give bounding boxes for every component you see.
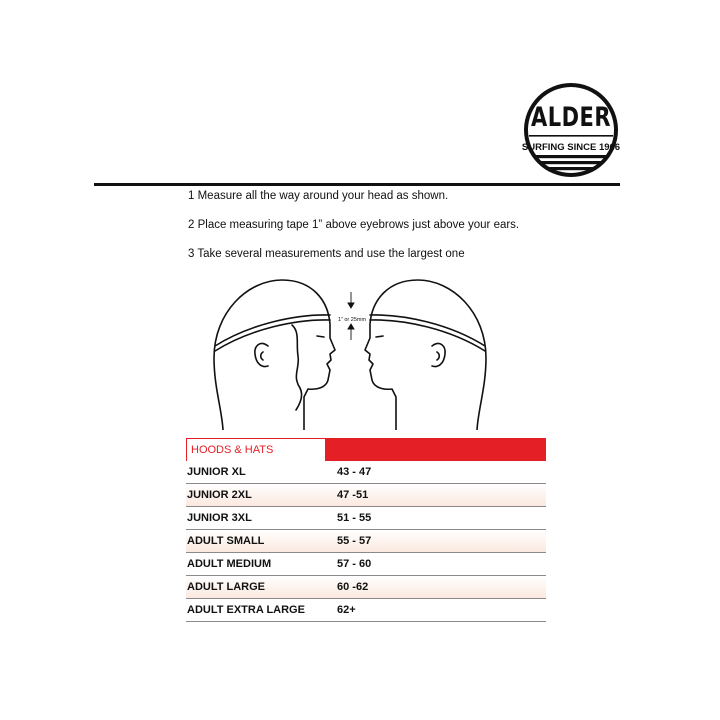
left-eye — [317, 336, 324, 337]
size-range: 57 - 60 — [337, 558, 372, 570]
svg-text:SURFING SINCE 1966: SURFING SINCE 1966 — [521, 142, 621, 153]
size-label: ADULT EXTRA LARGE — [187, 604, 305, 616]
size-range: 43 - 47 — [337, 466, 372, 478]
table-row — [186, 461, 546, 484]
table-row — [186, 599, 546, 622]
svg-text:ALDER: ALDER — [530, 101, 612, 133]
size-range: 60 -62 — [337, 581, 369, 593]
right-eye — [376, 336, 383, 337]
table-row — [186, 553, 546, 576]
head-measurement-illustration — [200, 272, 500, 430]
size-range: 47 -51 — [337, 489, 369, 501]
table-header-label: HOODS & HATS — [186, 438, 326, 461]
right-head-outline — [365, 280, 486, 430]
instruction-step-2: 2 Place measuring tape 1” above eyebrows just above your ears. — [188, 219, 520, 231]
size-label: JUNIOR XL — [187, 466, 246, 478]
table-row — [186, 507, 546, 530]
size-label: ADULT SMALL — [187, 535, 265, 547]
table-row — [186, 484, 546, 507]
size-label: ADULT MEDIUM — [187, 558, 272, 570]
table-row — [186, 530, 546, 553]
left-head-outline — [214, 280, 335, 430]
alder-logo — [521, 80, 621, 180]
size-range: 51 - 55 — [337, 512, 372, 524]
size-label: ADULT LARGE — [187, 581, 266, 593]
size-label: JUNIOR 3XL — [187, 512, 252, 524]
size-table — [186, 438, 546, 622]
measure-label: 1” or 25mm — [337, 317, 367, 323]
size-range: 55 - 57 — [337, 535, 372, 547]
left-hair — [292, 325, 302, 410]
size-range: 62+ — [337, 604, 356, 616]
instruction-step-3: 3 Take several measurements and use the largest one — [188, 248, 465, 260]
size-label: JUNIOR 2XL — [187, 489, 252, 501]
instruction-step-1: 1 Measure all the way around your head as shown. — [188, 190, 449, 202]
header-divider — [94, 183, 620, 186]
table-row — [186, 576, 546, 599]
table-header-bar — [186, 438, 546, 461]
